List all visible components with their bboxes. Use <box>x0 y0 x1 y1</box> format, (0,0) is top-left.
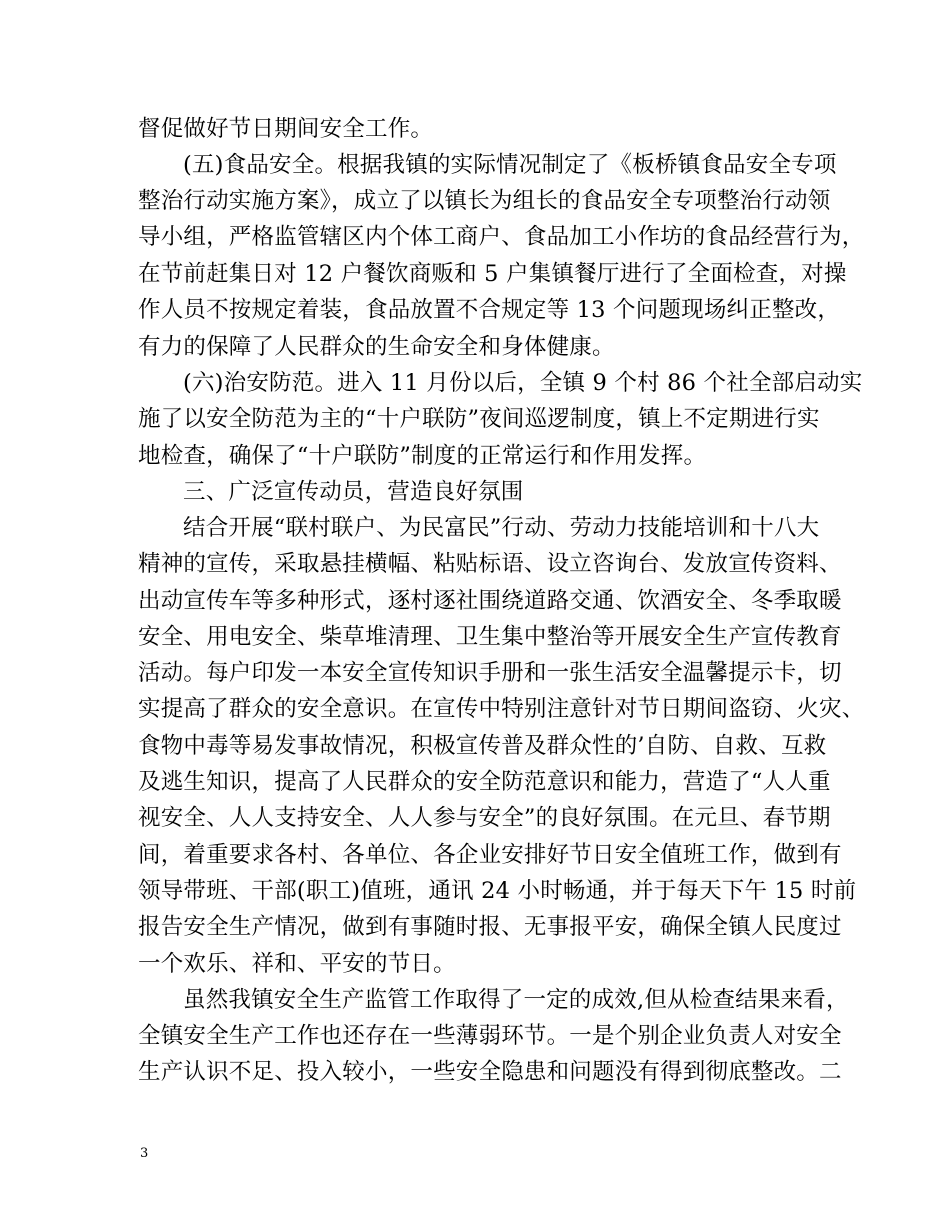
text-line: 地检查，确保了“十户联防”制度的正常运行和作用发挥。 <box>138 443 707 469</box>
text-line: 间，着重要求各村、各单位、各企业安排好节日安全值班工作，做到有 <box>138 842 842 868</box>
text-line: 报告安全生产情况，做到有事随时报、无事报平安，确保全镇人民度过 <box>138 914 842 940</box>
text-line: 导小组，严格监管辖区内个体工商户、食品加工小作坊的食品经营行为， <box>138 224 865 250</box>
text-line: 全镇安全生产工作也还存在一些薄弱环节。一是个别企业负责人对安全 <box>138 1023 842 1049</box>
text-line: 有力的保障了人民群众的生命安全和身体健康。 <box>138 334 615 360</box>
text-line: 结合开展“联村联户、为民富民”行动、劳动力技能培训和十八大 <box>183 515 820 541</box>
text-line: 食物中毒等易发事故情况，积极宣传普及群众性的’自防、自救、互救 <box>138 733 827 759</box>
section-heading: 三、广泛宣传动员，营造良好氛围 <box>183 479 524 505</box>
text-line: 活动。每户印发一本安全宣传知识手册和一张生活安全温馨提示卡，切 <box>138 660 842 686</box>
text-line: 实提高了群众的安全意识。在宣传中特别注意针对节日期间盗窃、火灾、 <box>138 696 865 722</box>
text-line: 在节前赶集日对 12 户餐饮商贩和 5 户集镇餐厅进行了全面检查，对操 <box>138 261 847 287</box>
text-line: 生产认识不足、投入较小，一些安全隐患和问题没有得到彻底整改。二 <box>138 1059 842 1085</box>
text-line: 视安全、人人支持安全、人人参与安全”的良好氛围。在元旦、春节期 <box>138 805 831 831</box>
text-line: 作人员不按规定着装，食品放置不合规定等 13 个问题现场纠正整改， <box>138 297 841 323</box>
text-line: 领导带班、干部(职工)值班，通讯 24 小时畅通，并于每天下午 15 时前 <box>138 878 857 904</box>
text-line: 精神的宣传，采取悬挂横幅、粘贴标语、设立咨询台、发放宣传资料、 <box>138 551 842 577</box>
text-line: 出动宣传车等多种形式，逐村逐社围绕道路交通、饮酒安全、冬季取暖 <box>138 588 842 614</box>
text-line: 施了以安全防范为主的“十户联防”夜间巡逻制度，镇上不定期进行实 <box>138 406 820 432</box>
text-line: (六)治安防范。进入 11 月份以后，全镇 9 个村 86 个社全部启动实 <box>183 370 863 396</box>
text-line: 整治行动实施方案》，成立了以镇长为组长的食品安全专项整治行动领 <box>138 188 831 214</box>
text-line: 虽然我镇安全生产监管工作取得了一定的成效,但从检查结果来看， <box>183 987 849 1013</box>
text-line: (五)食品安全。根据我镇的实际情况制定了《板桥镇食品安全专项 <box>183 152 837 178</box>
text-line: 安全、用电安全、柴草堆清理、卫生集中整治等开展安全生产宣传教育 <box>138 624 842 650</box>
text-line: 一个欢乐、祥和、平安的节日。 <box>138 951 456 977</box>
page-number: 3 <box>140 1146 149 1161</box>
text-line: 督促做好节日期间安全工作。 <box>138 116 434 142</box>
text-line: 及逃生知识，提高了人民群众的安全防范意识和能力，营造了“人人重 <box>138 769 831 795</box>
